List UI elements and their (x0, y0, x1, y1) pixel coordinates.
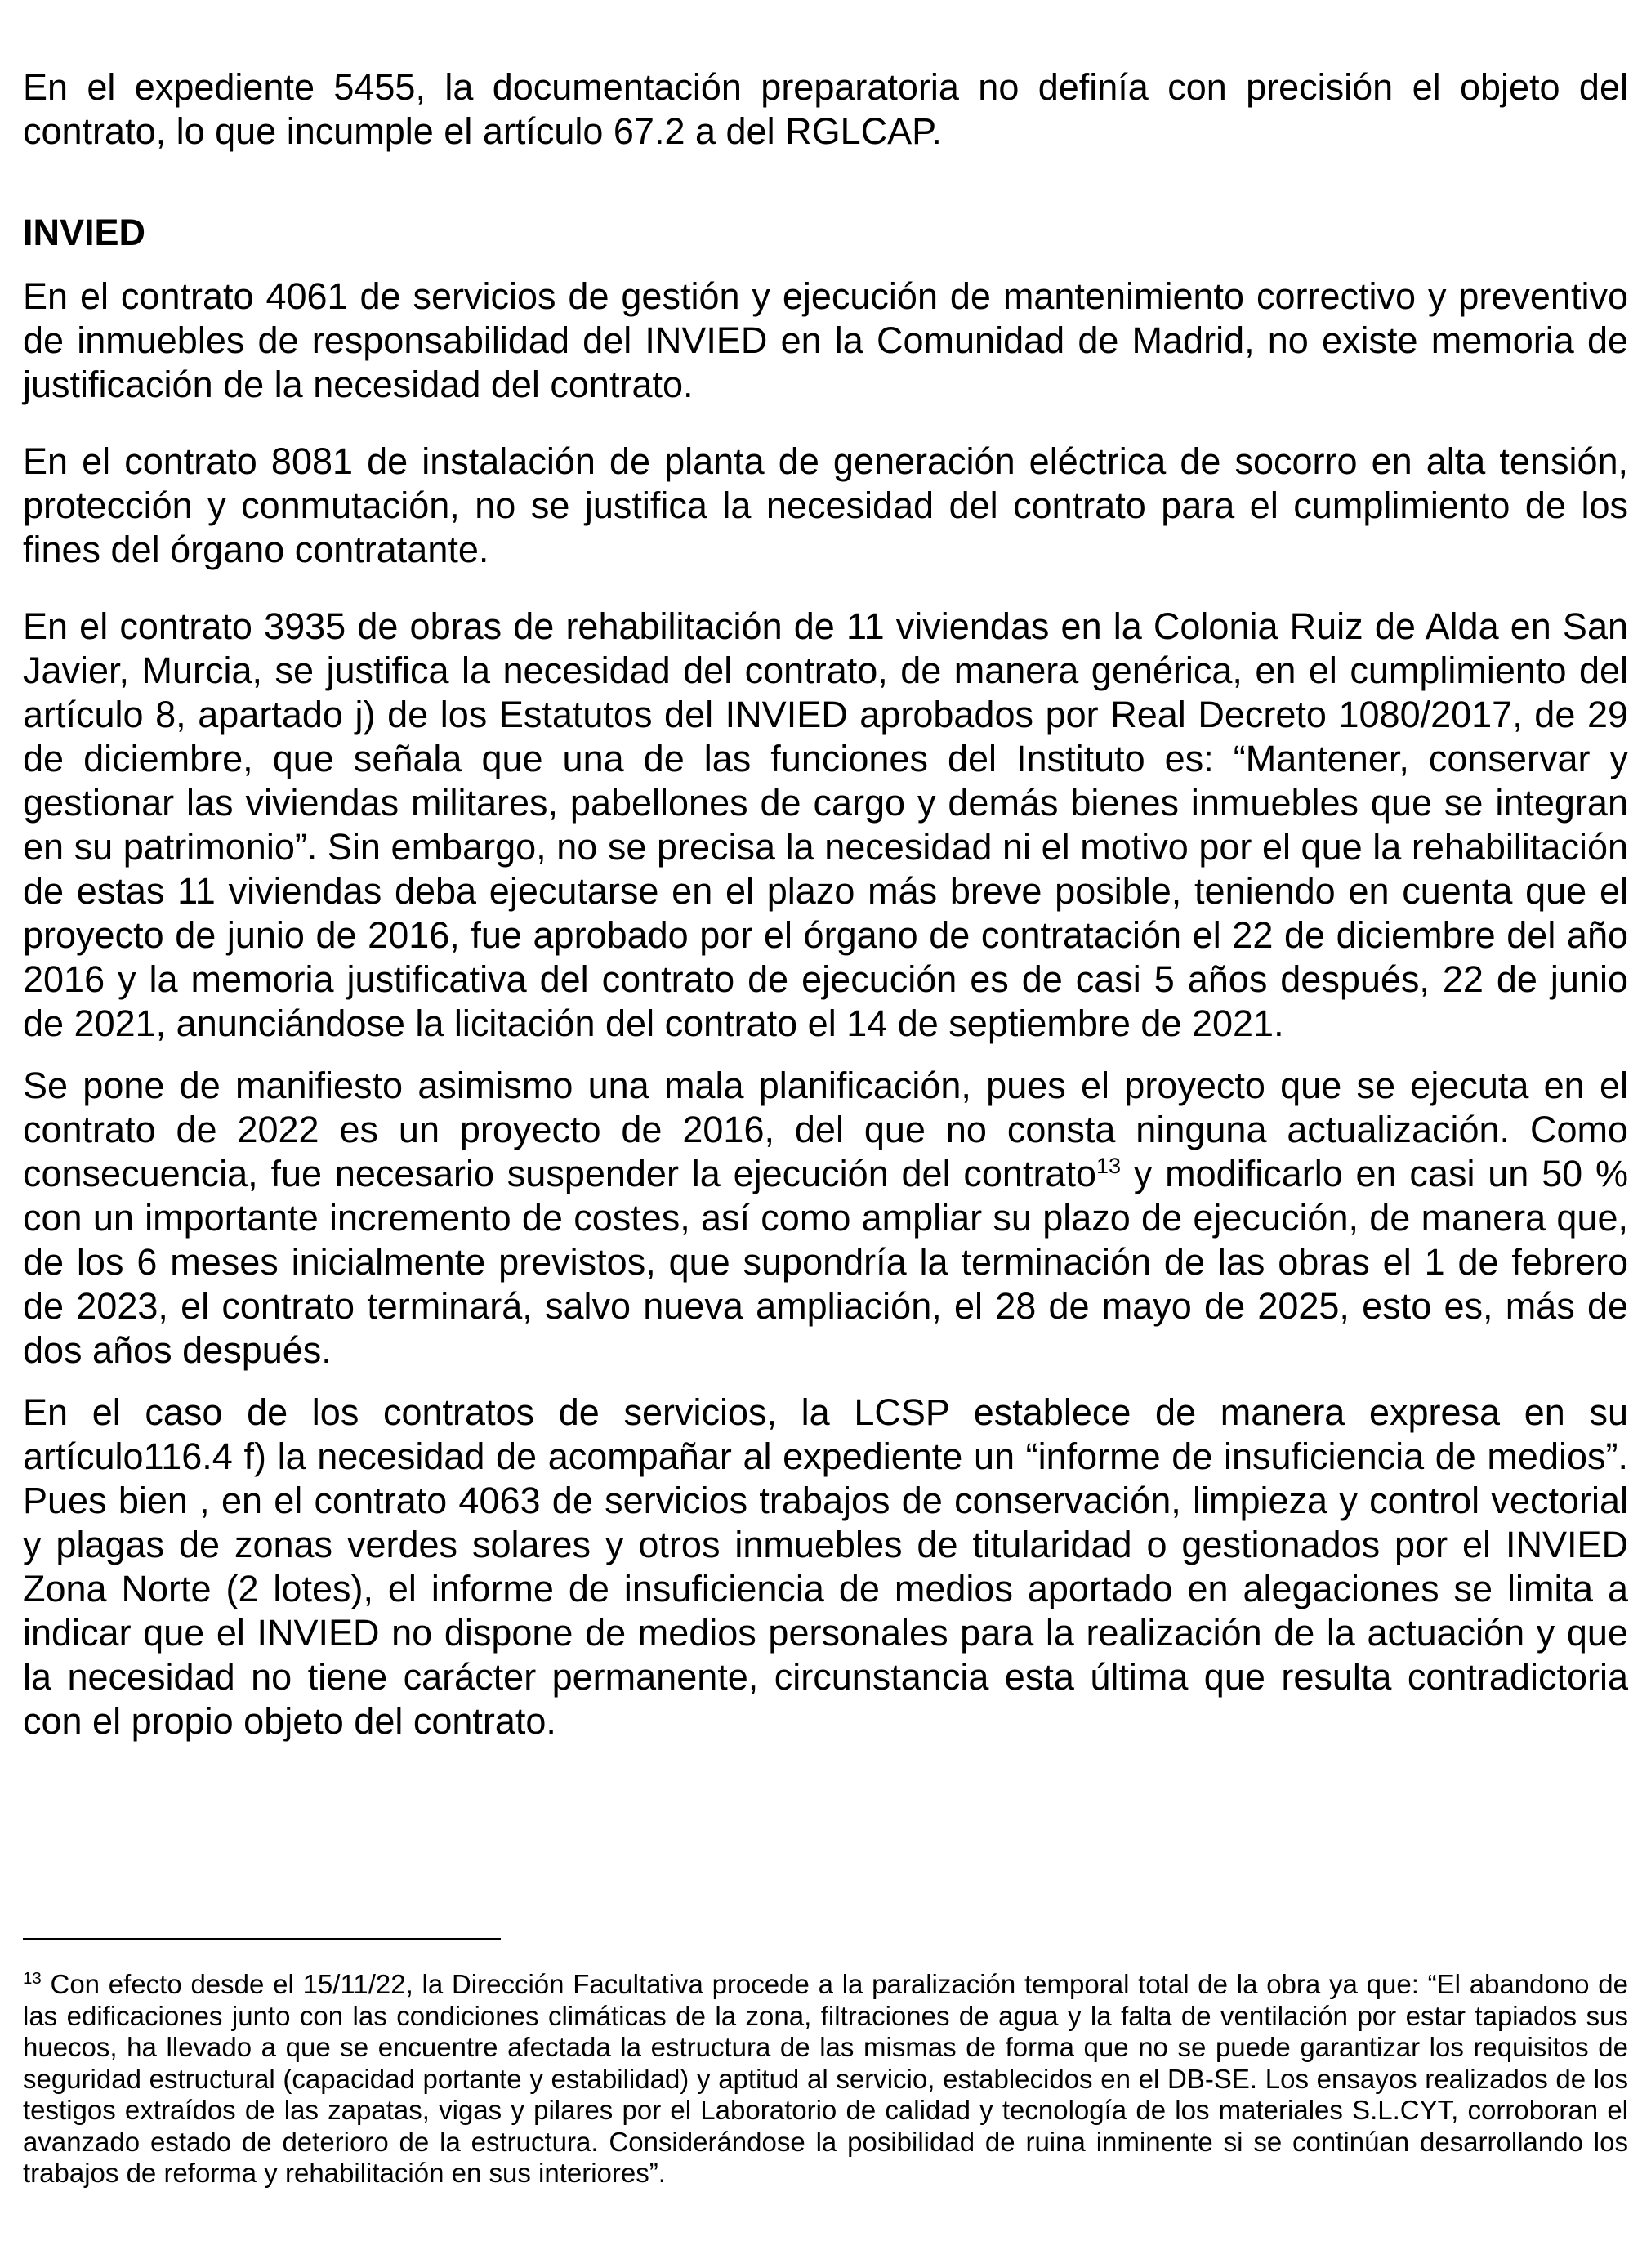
section-heading-invied: INVIED (23, 212, 146, 253)
footnote-separator (23, 1938, 501, 1940)
footnote-mark: 13 (23, 1969, 42, 1988)
paragraph-contrato-8081: En el contrato 8081 de instalación de planta de generación eléctrica de socorro en alta tensión, protección y conmutación, no se justifica la necesidad del contrato para el cumplimiento de los fines del órgano contratante. (23, 440, 1628, 570)
footnote-13 (23, 1969, 1628, 2190)
footnote-reference[interactable]: 13 (1096, 1154, 1122, 1178)
paragraph-contrato-4061: En el contrato 4061 de servicios de gestión y ejecución de mantenimiento correctivo y preventivo de inmuebles de responsabilidad del INVIED en la Comunidad de Madrid, no existe memoria de justificación de la necesidad del contrato. (23, 275, 1628, 405)
paragraph-expediente-5455: En el expediente 5455, la documentación preparatoria no definía con precisión el objeto del contrato, lo que incumple el artículo 67.2 a del RGLCAP. (23, 66, 1628, 152)
paragraph-contrato-4063: En el caso de los contratos de servicios, la LCSP establece de manera expresa en su artículo116.4 f) la necesidad de acompañar al expediente un “informe de insuficiencia de medios”. Pues bien , en el contrato 4063 de servicios trabajos de conservación, limpieza y control vectorial y plagas de zonas verdes solares y otros inmuebles de titularidad o gestionados por el INVIED Zona Norte (2 lotes), el informe de insuficiencia de medios aportado en alegaciones se limita a indicar que el INVIED no dispone de medios personales para la realización de la actuación y que la necesidad no tiene carácter permanente, circunstancia esta última que resulta contradictoria con el propio objeto del contrato. (23, 1391, 1628, 1742)
paragraph-planificacion-text-before: Se pone de manifiesto asimismo una mala planificación, pues el proyecto que se ejecuta en el contrato de 2022 es un proyecto de 2016, del que no consta ninguna actualización. Como consecuencia, fue necesario suspender la ejecución del contrato (23, 1065, 1628, 1194)
paragraph-planificacion-text-after: y modificarlo en casi un 50 % con un importante incremento de costes, así como ampliar su plazo de ejecución, de manera que, de los 6 meses inicialmente previstos, que supondría la terminación de las obras el 1 de febrero de 2023, el contrato terminará, salvo nueva ampliación, el 28 de mayo de 2025, esto es, más de dos años después. (23, 1153, 1628, 1371)
paragraph-contrato-3935: En el contrato 3935 de obras de rehabilitación de 11 viviendas en la Colonia Ruiz de Alda en San Javier, Murcia, se justifica la necesidad del contrato, de manera genérica, en el cumplimiento del artículo 8, apartado j) de los Estatutos del INVIED aprobados por Real Decreto 1080/2017, de 29 de diciembre, que señala que una de las funciones del Instituto es: “Mantener, conservar y gestionar las viviendas militares, pabellones de cargo y demás bienes inmuebles que se integran en su patrimonio”. Sin embargo, no se precisa la necesidad ni el motivo por el que la rehabilitación de estas 11 viviendas deba ejecutarse en el plazo más breve posible, teniendo en cuenta que el proyecto de junio de 2016, fue aprobado por el órgano de contratación el 22 de diciembre del año 2016 y la memoria justificativa del contrato de ejecución es de casi 5 años después, 22 de junio de 2021, anunciándose la licitación del contrato el 14 de septiembre de 2021. (23, 605, 1628, 1044)
paragraph-planificacion (23, 1064, 1628, 1373)
footnote-text: Con efecto desde el 15/11/22, la Dirección Facultativa procede a la paralización temporal total de la obra ya que: “El abandono de las edificaciones junto con las condiciones climáticas de la zona, filtraciones de agua y la falta de ventilación por estar tapiados sus huecos, ha llevado a que se encuentre afectada la estructura de las mismas de forma que no se puede garantizar los requisitos de seguridad estructural (capacidad portante y estabilidad) y aptitud al servicio, establecidos en el DB-SE. Los ensayos realizados de los testigos extraídos de las zapatas, vigas y pilares por el Laboratorio de calidad y tecnología de los materiales S.L.CYT, corroboran el avanzado estado de deterioro de la estructura. Considerándose la posibilidad de ruina inminente si se continúan desarrollando los trabajos de reforma y rehabilitación en sus interiores”. (23, 1969, 1628, 2188)
